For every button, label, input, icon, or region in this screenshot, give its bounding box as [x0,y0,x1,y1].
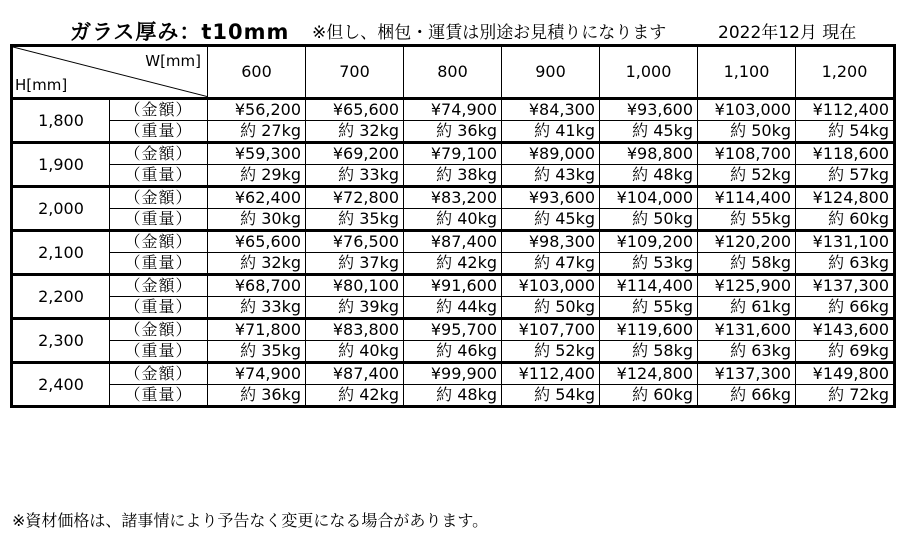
price-cell: ¥109,200 [600,231,698,253]
width-unit-label: W[mm] [145,52,201,70]
price-cell: ¥119,600 [600,319,698,341]
weight-cell: 約 45kg [600,121,698,143]
price-cell: ¥59,300 [208,143,306,165]
price-cell: ¥124,800 [600,363,698,385]
price-cell: ¥89,000 [502,143,600,165]
weight-cell: 約 35kg [306,209,404,231]
price-cell: ¥104,000 [600,187,698,209]
price-cell: ¥87,400 [306,363,404,385]
height-value: 2,400 [12,363,110,407]
weight-label: （重量） [110,385,208,407]
price-cell: ¥74,900 [404,99,502,121]
price-cell: ¥79,100 [404,143,502,165]
width-header: 1,200 [796,46,895,99]
weight-row [12,385,895,407]
weight-cell: 約 69kg [796,341,895,363]
height-value: 1,900 [12,143,110,187]
price-cell: ¥149,800 [796,363,895,385]
price-cell: ¥56,200 [208,99,306,121]
weight-cell: 約 53kg [600,253,698,275]
price-cell: ¥143,600 [796,319,895,341]
weight-cell: 約 27kg [208,121,306,143]
price-cell: ¥103,000 [698,99,796,121]
price-label: （金額） [110,275,208,297]
price-cell: ¥112,400 [796,99,895,121]
width-header: 1,000 [600,46,698,99]
weight-cell: 約 30kg [208,209,306,231]
weight-cell: 約 32kg [306,121,404,143]
weight-cell: 約 33kg [306,165,404,187]
price-cell: ¥69,200 [306,143,404,165]
price-cell: ¥74,900 [208,363,306,385]
weight-cell: 約 40kg [404,209,502,231]
weight-cell: 約 39kg [306,297,404,319]
weight-label: （重量） [110,297,208,319]
weight-cell: 約 50kg [502,297,600,319]
price-cell: ¥125,900 [698,275,796,297]
width-header: 600 [208,46,306,99]
weight-row [12,341,895,363]
height-unit-label: H[mm] [15,76,68,94]
price-cell: ¥93,600 [502,187,600,209]
price-cell: ¥84,300 [502,99,600,121]
height-value: 2,300 [12,319,110,363]
price-cell: ¥62,400 [208,187,306,209]
weight-cell: 約 32kg [208,253,306,275]
price-cell: ¥71,800 [208,319,306,341]
weight-row [12,209,895,231]
price-table-body [12,46,895,407]
width-header: 800 [404,46,502,99]
weight-cell: 約 40kg [306,341,404,363]
weight-cell: 約 37kg [306,253,404,275]
price-cell: ¥83,800 [306,319,404,341]
weight-cell: 約 48kg [404,385,502,407]
weight-row [12,165,895,187]
price-cell: ¥108,700 [698,143,796,165]
height-value: 1,800 [12,99,110,143]
shipping-note: ※但し、梱包・運賃は別途お見積りになります [312,23,667,43]
price-cell: ¥99,900 [404,363,502,385]
weight-cell: 約 29kg [208,165,306,187]
weight-cell: 約 55kg [698,209,796,231]
weight-label: （重量） [110,341,208,363]
weight-cell: 約 46kg [404,341,502,363]
disclaimer-note: ※資材価格は、諸事情により予告なく変更になる場合があります。 [12,511,489,530]
weight-cell: 約 50kg [698,121,796,143]
weight-cell: 約 48kg [600,165,698,187]
weight-cell: 約 54kg [796,121,895,143]
weight-cell: 約 61kg [698,297,796,319]
weight-cell: 約 72kg [796,385,895,407]
weight-cell: 約 44kg [404,297,502,319]
weight-cell: 約 47kg [502,253,600,275]
weight-cell: 約 50kg [600,209,698,231]
weight-label: （重量） [110,165,208,187]
price-row [12,231,895,253]
price-label: （金額） [110,363,208,385]
price-cell: ¥91,600 [404,275,502,297]
price-cell: ¥118,600 [796,143,895,165]
price-label: （金額） [110,99,208,121]
weight-cell: 約 63kg [698,341,796,363]
price-cell: ¥131,600 [698,319,796,341]
price-cell: ¥112,400 [502,363,600,385]
weight-cell: 約 58kg [600,341,698,363]
width-header: 1,100 [698,46,796,99]
weight-label: （重量） [110,121,208,143]
weight-cell: 約 52kg [698,165,796,187]
price-cell: ¥76,500 [306,231,404,253]
price-cell: ¥80,100 [306,275,404,297]
price-row [12,275,895,297]
weight-cell: 約 36kg [208,385,306,407]
width-header: 700 [306,46,404,99]
weight-cell: 約 36kg [404,121,502,143]
price-cell: ¥98,800 [600,143,698,165]
price-cell: ¥65,600 [306,99,404,121]
price-label: （金額） [110,231,208,253]
weight-row [12,121,895,143]
weight-cell: 約 52kg [502,341,600,363]
page-header [0,0,905,44]
price-cell: ¥65,600 [208,231,306,253]
weight-cell: 約 33kg [208,297,306,319]
price-label: （金額） [110,143,208,165]
price-cell: ¥124,800 [796,187,895,209]
weight-row [12,297,895,319]
price-cell: ¥95,700 [404,319,502,341]
weight-label: （重量） [110,253,208,275]
price-cell: ¥114,400 [600,275,698,297]
weight-cell: 約 60kg [600,385,698,407]
weight-cell: 約 38kg [404,165,502,187]
width-header: 900 [502,46,600,99]
price-cell: ¥68,700 [208,275,306,297]
page-title: ガラス厚み：t10mm [70,20,290,44]
price-cell: ¥72,800 [306,187,404,209]
weight-cell: 約 42kg [306,385,404,407]
weight-cell: 約 55kg [600,297,698,319]
price-cell: ¥98,300 [502,231,600,253]
price-cell: ¥120,200 [698,231,796,253]
price-date: 2022年12月 現在 [718,23,857,43]
weight-label: （重量） [110,209,208,231]
height-value: 2,000 [12,187,110,231]
price-row [12,319,895,341]
price-cell: ¥103,000 [502,275,600,297]
price-cell: ¥107,700 [502,319,600,341]
weight-cell: 約 43kg [502,165,600,187]
weight-cell: 約 63kg [796,253,895,275]
weight-cell: 約 42kg [404,253,502,275]
corner-cell [12,46,208,99]
header-row [12,46,895,99]
price-label: （金額） [110,319,208,341]
weight-cell: 約 41kg [502,121,600,143]
price-cell: ¥137,300 [796,275,895,297]
weight-cell: 約 60kg [796,209,895,231]
price-row [12,99,895,121]
price-cell: ¥114,400 [698,187,796,209]
price-row [12,143,895,165]
weight-row [12,253,895,275]
price-cell: ¥87,400 [404,231,502,253]
weight-cell: 約 58kg [698,253,796,275]
price-cell: ¥83,200 [404,187,502,209]
price-label: （金額） [110,187,208,209]
price-cell: ¥137,300 [698,363,796,385]
price-table [10,44,896,408]
weight-cell: 約 35kg [208,341,306,363]
weight-cell: 約 66kg [796,297,895,319]
price-cell: ¥131,100 [796,231,895,253]
price-cell: ¥93,600 [600,99,698,121]
price-row [12,187,895,209]
price-row [12,363,895,385]
height-value: 2,200 [12,275,110,319]
weight-cell: 約 54kg [502,385,600,407]
height-value: 2,100 [12,231,110,275]
weight-cell: 約 45kg [502,209,600,231]
weight-cell: 約 57kg [796,165,895,187]
weight-cell: 約 66kg [698,385,796,407]
